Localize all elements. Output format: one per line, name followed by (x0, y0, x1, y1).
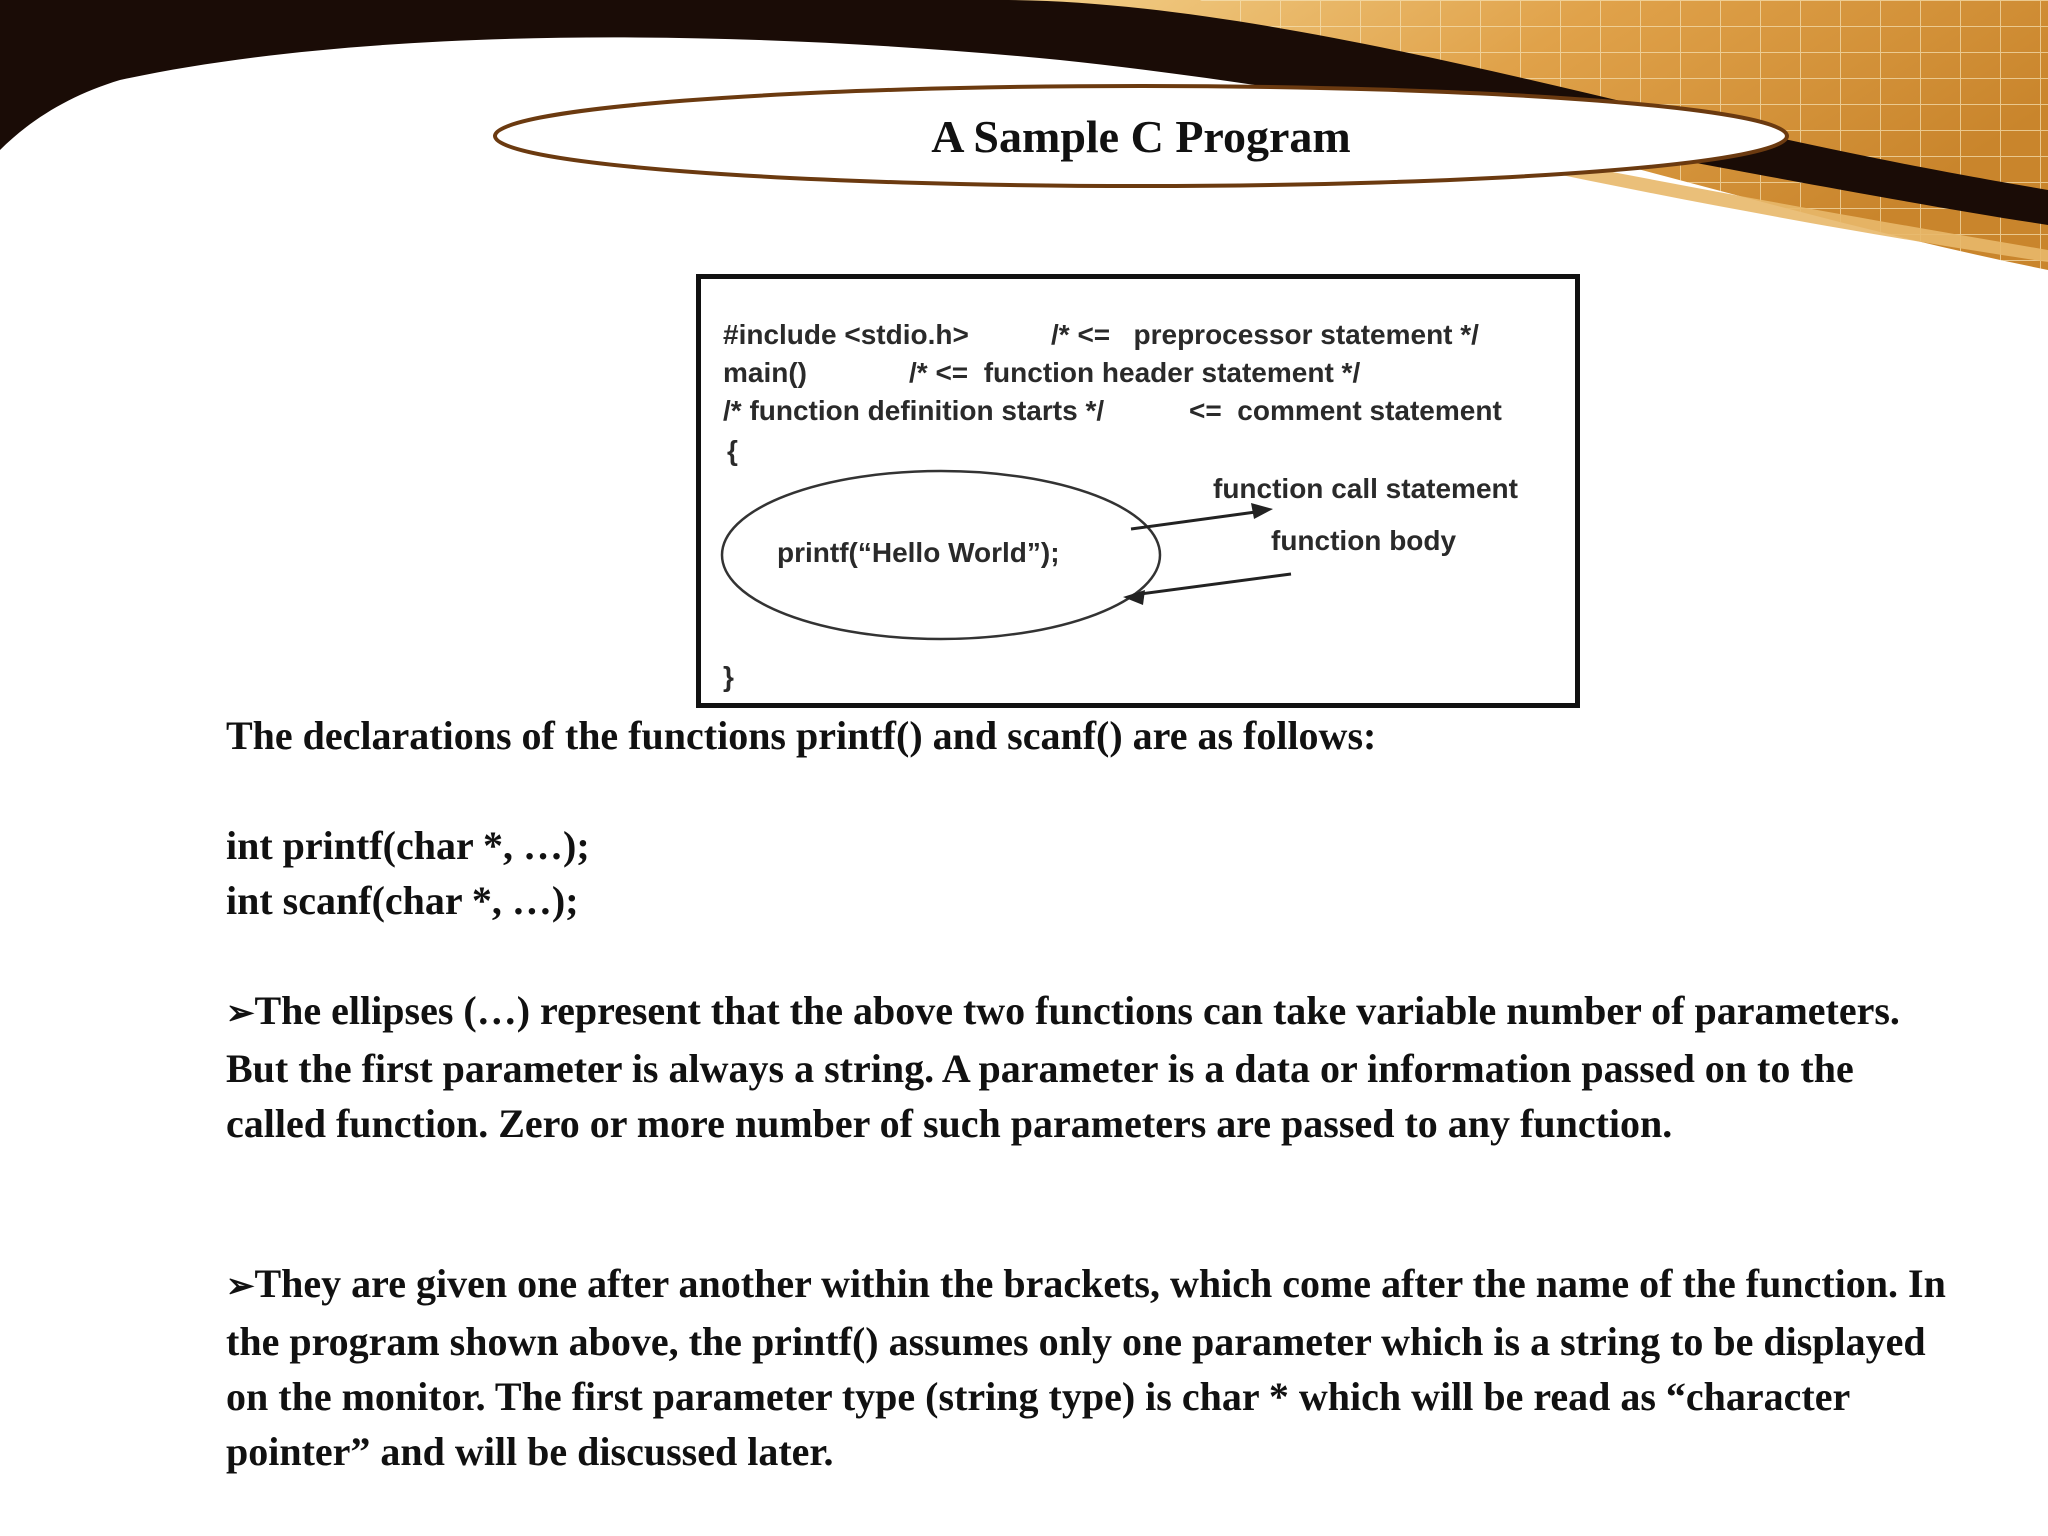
code-main: main() (723, 357, 807, 388)
code-figure (696, 274, 1580, 708)
code-close-brace: } (723, 661, 734, 692)
label-function-body: function body (1271, 525, 1457, 556)
bullet-parameters (226, 1256, 1946, 1479)
label-comment-statement: <= comment statement (1189, 395, 1502, 426)
intro-text: The declarations of the functions printf() and scanf() are as follows: (226, 713, 1377, 758)
code-open-brace: { (727, 435, 738, 466)
comment-definition-starts: /* function definition starts */ (723, 395, 1105, 426)
label-function-call: function call statement (1213, 473, 1518, 504)
code-include: #include <stdio.h> (723, 319, 969, 350)
comment-function-header: /* <= function header statement */ (909, 357, 1361, 388)
code-printf-call: printf(“Hello World”); (777, 537, 1060, 568)
scanf-declaration: int scanf(char *, …); (226, 878, 579, 923)
printf-declaration: int printf(char *, …); (226, 823, 590, 868)
bullet-arrow-icon: ➢ (226, 995, 255, 1032)
bullet-arrow-icon: ➢ (226, 1268, 255, 1305)
arrow-body-line (1133, 574, 1291, 595)
slide-title: A Sample C Program (931, 110, 1351, 162)
bullet-ellipses (226, 983, 1946, 1151)
comment-preprocessor: /* <= preprocessor statement */ (1051, 319, 1479, 350)
bullet-parameters-text: They are given one after another within the brackets, which come after the name of the function. In the program shown above, the printf() assumes only one parameter which is a string to be displayed on the monitor. The first parameter type (string type) is char * which will be read as “character pointer” and will be discussed later. (226, 1261, 1946, 1474)
arrow-body-head (1123, 590, 1145, 605)
arrow-call-head (1251, 503, 1273, 519)
arrow-call-line (1131, 511, 1263, 529)
bullet-ellipses-text: The ellipses (…) represent that the above two functions can take variable number of parameters. But the first parameter is always a string. A parameter is a data or information passed on to the called function. Zero or more number of such parameters are passed to any function. (226, 988, 1900, 1146)
